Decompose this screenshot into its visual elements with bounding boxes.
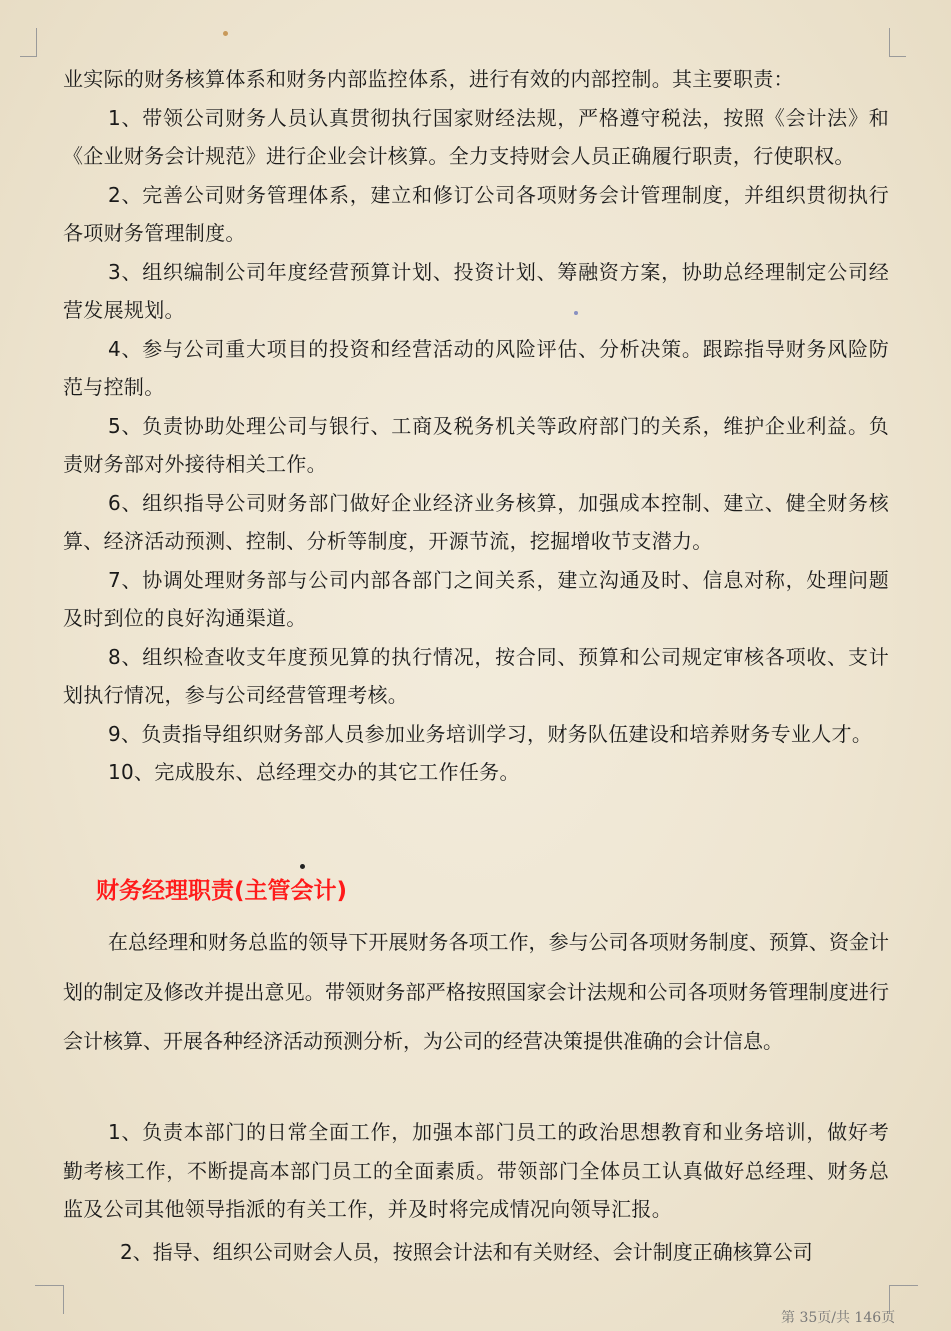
duty-item-7: 7、协调处理财务部与公司内部各部门之间关系，建立沟通及时、信息对称，处理问题及时到位的良好沟通渠道。 (63, 567, 889, 630)
page-number: 第 35页/共 146页 (781, 1310, 896, 1326)
duty-item-5: 5、负责协助处理公司与银行、工商及税务机关等政府部门的关系，维护企业利益。负责财务部对外接待相关工作。 (63, 413, 889, 476)
manager-duty-item-2: 2、指导、组织公司财会人员，按照会计法和有关财经、会计制度正确核算公司 (120, 1240, 813, 1264)
duty-item-8: 8、组织检查收支年度预见算的执行情况，按合同、预算和公司规定审核各项收、支计划执行情况，参与公司经营管理考核。 (63, 644, 889, 707)
duty-item-2: 2、完善公司财务管理体系，建立和修订公司各项财务会计管理制度，并组织贯彻执行各项财务管理制度。 (63, 182, 889, 245)
duty-item-9: 9、负责指导组织财务部人员参加业务培训学习，财务队伍建设和培养财务专业人才。 (108, 721, 873, 746)
crop-mark-top-left (20, 28, 37, 57)
paper-speck (300, 864, 305, 869)
duty-item-10: 10、完成股东、总经理交办的其它工作任务。 (108, 760, 520, 784)
paper-speck (223, 31, 228, 36)
crop-mark-top-right (889, 28, 906, 57)
section-heading: 财务经理职责(主管会计) (96, 878, 348, 904)
duty-item-6: 6、组织指导公司财务部门做好企业经济业务核算，加强成本控制、建立、健全财务核算、经济活动预测、控制、分析等制度，开源节流，挖掘增收节支潜力。 (63, 490, 889, 553)
crop-mark-bottom-left (35, 1285, 64, 1314)
duty-item-3: 3、组织编制公司年度经营预算计划、投资计划、筹融资方案，协助总经理制定公司经营发展规划。 (63, 259, 889, 322)
manager-duty-item-1: 1、负责本部门的日常全面工作，加强本部门员工的政治思想教育和业务培训，做好考勤考核工作，不断提高本部门员工的全面素质。带领部门全体员工认真做好总经理、财务总监及公司其他领导指派的有关工作，并及时将完成情况向领导汇报。 (63, 1120, 889, 1221)
intro-line: 业实际的财务核算体系和财务内部监控体系，进行有效的内部控制。其主要职责： (63, 67, 794, 91)
duty-item-1: 1、带领公司财务人员认真贯彻执行国家财经法规，严格遵守税法，按照《会计法》和《企业财务会计规范》进行企业会计核算。全力支持财会人员正确履行职责，行使职权。 (63, 105, 889, 168)
document-body (63, 60, 889, 792)
section2-intro: 在总经理和财务总监的领导下开展财务各项工作，参与公司各项财务制度、预算、资金计划的制定及修改并提出意见。带领财务部严格按照国家会计法规和公司各项财务管理制度进行会计核算、开展各种经济活动预测分析，为公司的经营决策提供准确的会计信息。 (63, 930, 889, 1053)
section2-intro-block (63, 918, 889, 1067)
section2-items (63, 1113, 889, 1229)
duty-item-4: 4、参与公司重大项目的投资和经营活动的风险评估、分析决策。跟踪指导财务风险防范与控制。 (63, 336, 889, 399)
